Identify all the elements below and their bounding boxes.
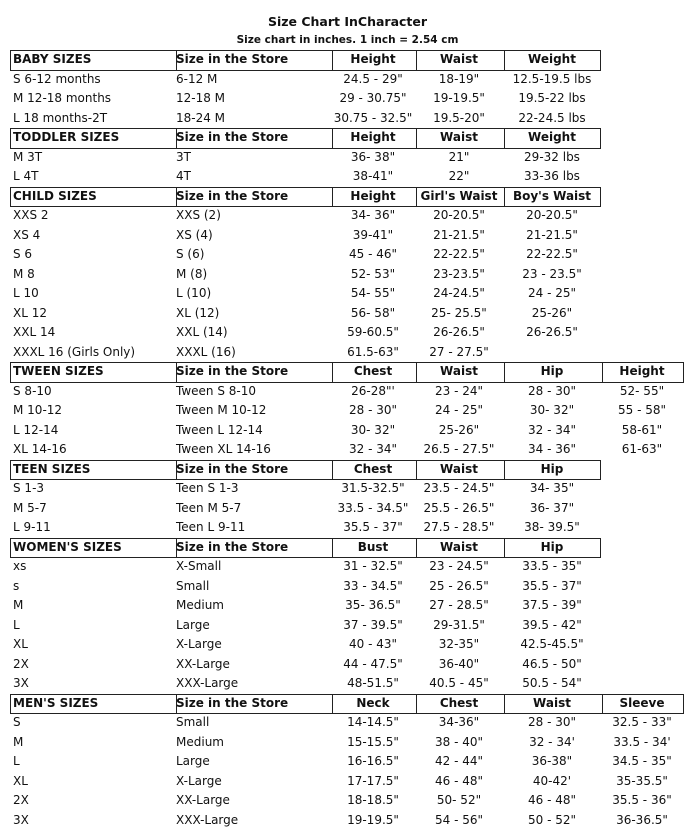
- measurement-value: 35-35.5": [616, 773, 668, 788]
- measurement-value: 17-17.5": [347, 773, 399, 788]
- section-header-row: [0, 128, 695, 148]
- table-row: [0, 148, 695, 168]
- measurement-value: 25- 25.5": [431, 305, 487, 320]
- section-title: CHILD SIZES: [13, 188, 97, 203]
- column-header: Waist: [440, 130, 478, 144]
- measurement-value: 14-14.5": [347, 715, 399, 729]
- table-row: [0, 382, 695, 402]
- measurement-value: 23 - 24.5": [429, 559, 489, 573]
- measurement-value: 20-20.5": [433, 208, 485, 222]
- table-row: [0, 70, 695, 90]
- measurement-value: 28 - 30": [348, 403, 398, 417]
- measurement-value: 30- 32": [350, 422, 396, 437]
- measurement-value: 15-15.5": [347, 734, 399, 749]
- measurement-value: 26.5 - 27.5": [423, 442, 495, 456]
- measurement-value: 52- 55": [619, 383, 665, 398]
- measurement-value: 36- 38": [350, 149, 396, 164]
- store-size: Teen M 5-7: [176, 500, 242, 515]
- size-label: M: [13, 734, 24, 749]
- column-header: Waist: [440, 364, 478, 378]
- store-size: XXX-Large: [176, 812, 239, 827]
- measurement-value: 20-20.5": [526, 208, 578, 222]
- size-label: M 12-18 months: [13, 91, 112, 105]
- size-label: M 8: [13, 266, 35, 281]
- column-header: Waist: [440, 52, 478, 66]
- measurement-value: 31 - 32.5": [343, 559, 403, 573]
- section-header-row: [0, 50, 695, 70]
- measurement-value: 50.5 - 54": [522, 676, 582, 690]
- measurement-value: 40-42': [532, 773, 572, 788]
- store-size: Tween XL 14-16: [176, 442, 271, 456]
- section-header-row: [0, 362, 695, 382]
- measurement-value: 52- 53": [350, 266, 396, 281]
- size-label: 3X: [13, 812, 29, 827]
- table-row: [0, 304, 695, 324]
- column-header: Size in the Store: [176, 52, 289, 66]
- table-row: [0, 674, 695, 694]
- table-row: [0, 284, 695, 304]
- table-row: [0, 616, 695, 636]
- table-row: [0, 226, 695, 246]
- size-label: 3X: [13, 676, 29, 690]
- store-size: Medium: [176, 734, 224, 749]
- measurement-value: 35.5 - 36": [612, 793, 672, 807]
- measurement-value: 31.5-32.5": [341, 481, 405, 495]
- section-title: WOMEN'S SIZES: [13, 539, 122, 554]
- measurement-value: 30- 32": [529, 403, 575, 417]
- store-size: Tween M 10-12: [176, 403, 267, 417]
- store-size: Large: [176, 754, 210, 768]
- measurement-value: 34-36": [438, 715, 480, 729]
- store-size: M (8): [176, 266, 208, 281]
- measurement-value: 40.5 - 45": [429, 676, 489, 690]
- store-size: XXL (14): [176, 325, 228, 339]
- size-label: S: [13, 715, 21, 729]
- measurement-value: 28 - 30": [527, 383, 577, 398]
- measurement-value: 33.5 - 34': [613, 734, 671, 749]
- measurement-value: 19.5-20": [433, 110, 485, 125]
- store-size: X-Small: [176, 559, 222, 573]
- measurement-value: 25 - 26.5": [429, 578, 489, 593]
- measurement-value: 19-19.5": [433, 91, 485, 105]
- store-size: 18-24 M: [176, 110, 226, 125]
- size-label: XL 12: [13, 305, 47, 320]
- table-row: [0, 752, 695, 772]
- section-title: TEEN SIZES: [13, 461, 91, 476]
- size-label: XL: [13, 773, 28, 788]
- column-header: Size in the Store: [176, 695, 289, 710]
- measurement-value: 38-41": [352, 169, 394, 183]
- store-size: XXXL (16): [176, 344, 236, 359]
- size-label: S 1-3: [13, 481, 45, 495]
- measurement-value: 42 - 44": [434, 754, 484, 768]
- measurement-value: 19.5-22 lbs: [518, 91, 586, 105]
- measurement-value: 59-60.5": [347, 325, 399, 339]
- measurement-value: 29 - 30.75": [339, 91, 407, 105]
- measurement-value: 36- 37": [529, 500, 575, 515]
- size-label: s: [13, 578, 20, 593]
- table-row: [0, 206, 695, 226]
- table-row: [0, 343, 695, 363]
- measurement-value: 32-35": [438, 637, 480, 651]
- measurement-value: 46.5 - 50": [522, 656, 582, 671]
- measurement-value: 22-22.5": [433, 247, 485, 261]
- measurement-value: 35- 36.5": [345, 598, 401, 612]
- size-label: 2X: [13, 656, 29, 671]
- measurement-value: 39-41": [352, 227, 394, 242]
- table-row: [0, 635, 695, 655]
- measurement-value: 34- 36": [350, 208, 396, 222]
- store-size: Tween L 12-14: [176, 422, 263, 437]
- size-label: M 5-7: [13, 500, 47, 515]
- size-label: XXS 2: [13, 208, 49, 222]
- measurement-value: 46 - 48": [527, 793, 577, 807]
- store-size: Teen S 1-3: [176, 481, 239, 495]
- store-size: XX-Large: [176, 793, 230, 807]
- measurement-value: 33.5 - 35": [522, 559, 582, 573]
- size-label: XS 4: [13, 227, 41, 242]
- column-header: Waist: [440, 461, 478, 476]
- measurement-value: 23 - 24": [434, 383, 484, 398]
- section-title: MEN'S SIZES: [13, 695, 99, 710]
- measurement-value: 12.5-19.5 lbs: [512, 71, 592, 86]
- column-header: Size in the Store: [176, 364, 289, 378]
- table-row: [0, 811, 695, 831]
- table-row: [0, 245, 695, 265]
- table-row: [0, 791, 695, 811]
- table-row: [0, 655, 695, 675]
- column-header: Sleeve: [619, 695, 665, 710]
- measurement-value: 33-36 lbs: [524, 169, 580, 183]
- measurement-value: 34- 35": [529, 481, 575, 495]
- size-label: XL: [13, 637, 28, 651]
- measurement-value: 19-19.5": [347, 812, 399, 827]
- column-header: Weight: [528, 130, 576, 144]
- measurement-value: 35.5 - 37": [522, 578, 582, 593]
- table-row: [0, 440, 695, 460]
- measurement-value: 42.5-45.5": [520, 637, 584, 651]
- column-header: Chest: [439, 695, 479, 710]
- store-size: XL (12): [176, 305, 220, 320]
- size-label: S 6: [13, 247, 33, 261]
- measurement-value: 38- 39.5": [524, 520, 580, 534]
- measurement-value: 22-22.5": [526, 247, 578, 261]
- store-size: 3T: [176, 149, 191, 164]
- measurement-value: 44 - 47.5": [343, 656, 403, 671]
- measurement-value: 32 - 34": [348, 442, 398, 456]
- measurement-value: 24 - 25": [434, 403, 484, 417]
- measurement-value: 23 - 23.5": [522, 266, 582, 281]
- table-row: [0, 713, 695, 733]
- measurement-value: 25.5 - 26.5": [423, 500, 495, 515]
- measurement-value: 38 - 40": [434, 734, 484, 749]
- store-size: 4T: [176, 169, 191, 183]
- measurement-value: 24-24.5": [433, 286, 485, 300]
- measurement-value: 33 - 34.5": [343, 578, 403, 593]
- column-header: Height: [350, 52, 396, 66]
- store-size: Large: [176, 617, 210, 632]
- size-label: XL 14-16: [13, 442, 67, 456]
- measurement-value: 27 - 28.5": [429, 598, 489, 612]
- measurement-value: 37 - 39.5": [343, 617, 403, 632]
- column-header: Size in the Store: [176, 130, 289, 144]
- column-header: Waist: [440, 539, 478, 554]
- measurement-value: 34 - 36": [527, 442, 577, 456]
- measurement-value: 50 - 52": [527, 812, 577, 827]
- measurement-value: 33.5 - 34.5": [337, 500, 409, 515]
- measurement-value: 29-32 lbs: [524, 149, 580, 164]
- measurement-value: 21-21.5": [433, 227, 485, 242]
- section-title: BABY SIZES: [13, 52, 92, 66]
- measurement-value: 22-24.5 lbs: [518, 110, 586, 125]
- measurement-value: 48-51.5": [347, 676, 399, 690]
- column-header: Boy's Waist: [512, 188, 592, 203]
- table-row: [0, 596, 695, 616]
- measurement-value: 46 - 48": [434, 773, 484, 788]
- measurement-value: 58-61": [621, 422, 663, 437]
- table-row: [0, 401, 695, 421]
- column-header: Waist: [533, 695, 571, 710]
- table-row: [0, 577, 695, 597]
- store-size: Teen L 9-11: [176, 520, 246, 534]
- size-label: L 18 months-2T: [13, 110, 108, 125]
- size-label: M 10-12: [13, 403, 63, 417]
- size-label: L 10: [13, 286, 39, 300]
- measurement-value: 22": [448, 169, 470, 183]
- column-header: Height: [619, 364, 665, 378]
- column-header: Neck: [356, 695, 390, 710]
- measurement-value: 27 - 27.5": [429, 344, 489, 359]
- size-label: L 9-11: [13, 520, 51, 534]
- measurement-value: 26-26.5": [433, 325, 485, 339]
- store-size: Small: [176, 578, 210, 593]
- measurement-value: 36-40": [438, 656, 480, 671]
- section-header-row: [0, 694, 695, 714]
- store-size: Small: [176, 715, 210, 729]
- table-row: [0, 479, 695, 499]
- column-header: Chest: [353, 461, 393, 476]
- column-header: Height: [350, 130, 396, 144]
- table-row: [0, 557, 695, 577]
- size-label: xs: [13, 559, 27, 573]
- measurement-value: 18-18.5": [347, 793, 399, 807]
- store-size: S (6): [176, 247, 205, 261]
- column-header: Hip: [540, 539, 564, 554]
- column-header: Hip: [540, 364, 564, 378]
- store-size: X-Large: [176, 637, 222, 651]
- measurement-value: 36-36.5": [616, 812, 668, 827]
- measurement-value: 40 - 43": [348, 637, 398, 651]
- size-label: L: [13, 617, 20, 632]
- size-label: S 6-12 months: [13, 71, 101, 86]
- column-header: Height: [350, 188, 396, 203]
- size-label: S 8-10: [13, 383, 52, 398]
- measurement-value: [492, 343, 612, 363]
- size-label: XXXL 16 (Girls Only): [13, 344, 136, 359]
- measurement-value: 29-31.5": [433, 617, 485, 632]
- store-size: XS (4): [176, 227, 213, 242]
- column-header: Size in the Store: [176, 188, 289, 203]
- column-header: Size in the Store: [176, 461, 289, 476]
- measurement-value: 56- 58": [350, 305, 396, 320]
- section-title: TWEEN SIZES: [13, 364, 104, 378]
- measurement-value: 61-63": [621, 442, 663, 456]
- column-header: Weight: [528, 52, 576, 66]
- store-size: 6-12 M: [176, 71, 218, 86]
- measurement-value: 24.5 - 29": [343, 71, 403, 86]
- measurement-value: 61.5-63": [347, 344, 399, 359]
- measurement-value: 45 - 46": [348, 247, 398, 261]
- table-row: [0, 323, 695, 343]
- size-label: XXL 14: [13, 325, 56, 339]
- measurement-value: 16-16.5": [347, 754, 399, 768]
- measurement-value: 54- 55": [350, 286, 396, 300]
- table-row: [0, 733, 695, 753]
- measurement-value: 24 - 25": [527, 286, 577, 300]
- measurement-value: 18-19": [438, 71, 480, 86]
- section-header-row: [0, 460, 695, 480]
- column-header: Girl's Waist: [420, 188, 498, 203]
- measurement-value: 32 - 34": [527, 422, 577, 437]
- section-title: TODDLER SIZES: [13, 130, 120, 144]
- table-row: [0, 772, 695, 792]
- size-label: M: [13, 598, 24, 612]
- measurement-value: 25-26": [531, 305, 573, 320]
- table-row: [0, 518, 695, 538]
- measurement-value: 50- 52": [436, 793, 482, 807]
- measurement-value: 26-26.5": [526, 325, 578, 339]
- measurement-value: 32 - 34': [529, 734, 575, 749]
- size-label: L 4T: [13, 169, 39, 183]
- table-row: [0, 109, 695, 129]
- measurement-value: 36-38": [531, 754, 573, 768]
- section-header-row: [0, 538, 695, 558]
- page-title: Size Chart InCharacter: [267, 14, 428, 29]
- store-size: XXX-Large: [176, 676, 239, 690]
- measurement-value: 37.5 - 39": [522, 598, 582, 612]
- column-header: Bust: [357, 539, 389, 554]
- store-size: XX-Large: [176, 656, 230, 671]
- store-size: L (10): [176, 286, 212, 300]
- measurement-value: 21-21.5": [526, 227, 578, 242]
- store-size: Tween S 8-10: [176, 383, 257, 398]
- column-header: Chest: [353, 364, 393, 378]
- size-label: L: [13, 754, 20, 768]
- measurement-value: 26-28"': [351, 383, 395, 398]
- measurement-value: 23-23.5": [433, 266, 485, 281]
- size-label: L 12-14: [13, 422, 59, 437]
- table-row: [0, 265, 695, 285]
- column-header: Hip: [540, 461, 564, 476]
- measurement-value: 28 - 30": [527, 715, 577, 729]
- measurement-value: 30.75 - 32.5": [333, 110, 413, 125]
- measurement-value: 54 - 56": [434, 812, 484, 827]
- table-row: [0, 89, 695, 109]
- store-size: Medium: [176, 598, 224, 612]
- measurement-value: 34.5 - 35": [612, 754, 672, 768]
- size-label: 2X: [13, 793, 29, 807]
- measurement-value: 21": [448, 149, 470, 164]
- measurement-value: 25-26": [438, 422, 480, 437]
- measurement-value: 32.5 - 33": [612, 715, 672, 729]
- table-row: [0, 421, 695, 441]
- store-size: XXS (2): [176, 208, 221, 222]
- page-subtitle: Size chart in inches. 1 inch = 2.54 cm: [236, 34, 459, 46]
- section-header-row: [0, 187, 695, 207]
- table-row: [0, 167, 695, 187]
- measurement-value: 39.5 - 42": [522, 617, 582, 632]
- table-row: [0, 499, 695, 519]
- measurement-value: 23.5 - 24.5": [423, 481, 495, 495]
- size-label: M 3T: [13, 149, 43, 164]
- measurement-value: 35.5 - 37": [343, 520, 403, 534]
- measurement-value: 55 - 58": [617, 403, 667, 417]
- store-size: X-Large: [176, 773, 222, 788]
- measurement-value: 27.5 - 28.5": [423, 520, 495, 534]
- store-size: 12-18 M: [176, 91, 226, 105]
- column-header: Size in the Store: [176, 539, 289, 554]
